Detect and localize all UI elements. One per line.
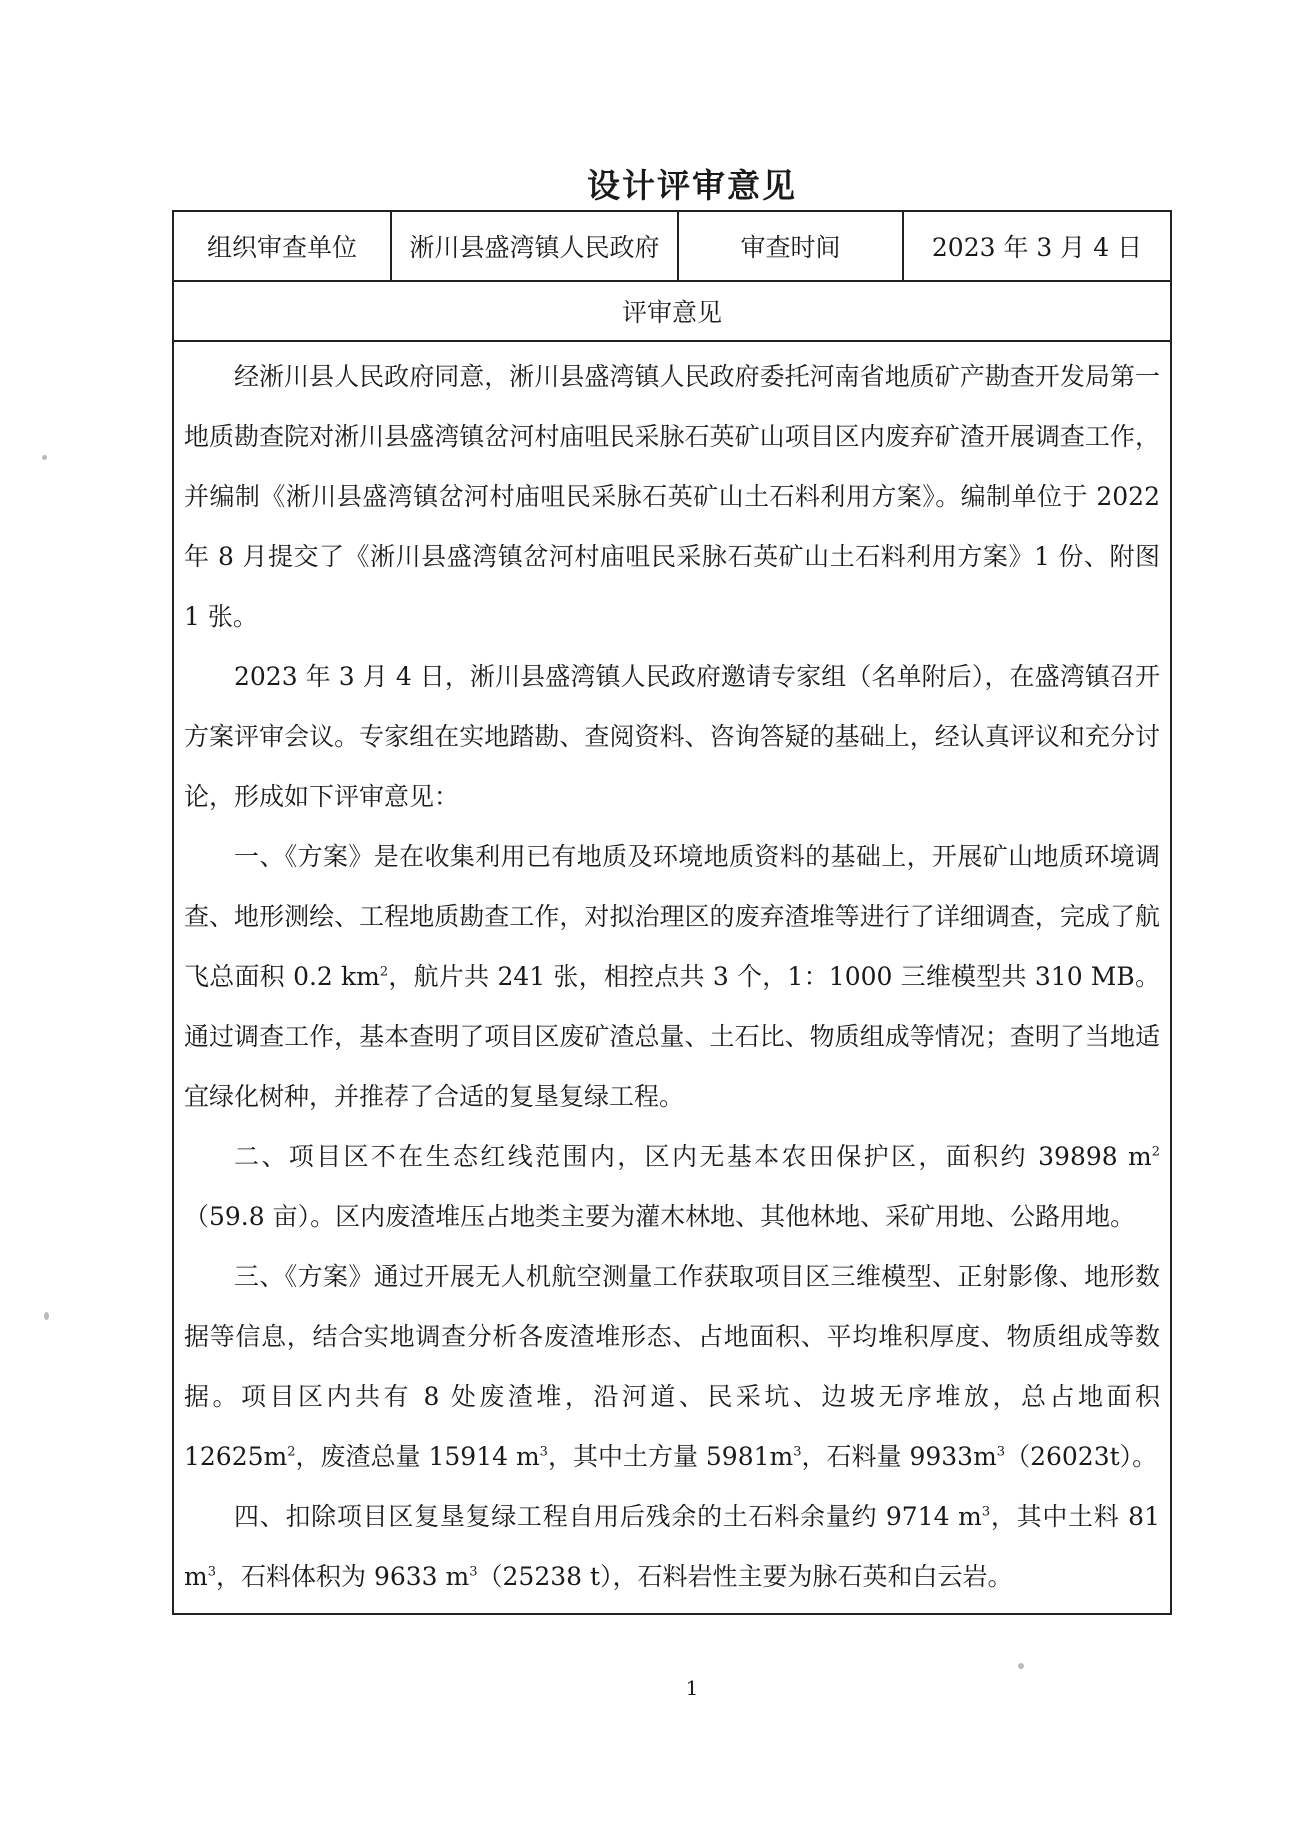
superscript-3: 3 [981, 1504, 991, 1520]
paragraph-3 [184, 827, 1160, 1127]
paragraph-6-part-c: ，石料体积为 9633 m [216, 1562, 470, 1591]
paragraph-3-part-b: ，航片共 241 张，相控点共 3 个，1：1000 三维模型共 310 MB。通过调查工作，基本查明了项目区废矿渣总量、土石比、物质组成等情况；查明了当地适宜绿化树种，并推荐了合适的复垦复绿工程。 [184, 962, 1160, 1111]
paragraph-4-part-a: 二、项目区不在生态红线范围内，区内无基本农田保护区，面积约 39898 m [234, 1142, 1152, 1171]
paragraph-4-part-b: （59.8 亩）。区内废渣堆压占地类主要为灌木林地、其他林地、采矿用地、公路用地。 [184, 1202, 1136, 1231]
superscript-3: 3 [793, 1444, 802, 1460]
superscript-3: 3 [539, 1444, 548, 1460]
paragraph-5-part-b: ，废渣总量 15914 m [295, 1442, 540, 1471]
paragraph-6-part-a: 四、扣除项目区复垦复绿工程自用后残余的土石料余量约 9714 m [234, 1502, 982, 1531]
paragraph-1: 经淅川县人民政府同意，淅川县盛湾镇人民政府委托河南省地质矿产勘查开发局第一地质勘查院对淅川县盛湾镇岔河村庙咀民采脉石英矿山项目区内废弃矿渣开展调查工作，并编制《淅川县盛湾镇岔河村庙咀民采脉石英矿山土石料利用方案》。编制单位于 2022 年 8 月提交了《淅川县盛湾镇岔河村庙咀民采脉石英矿山土石料利用方案》1 份、附图 1 张。 [184, 362, 1160, 631]
page-title: 设计评审意见 [587, 166, 797, 205]
superscript-3: 3 [996, 1444, 1006, 1460]
header-row [174, 212, 1170, 282]
scan-speck [44, 1312, 49, 1320]
scan-speck [1018, 1663, 1024, 1669]
opinion-body [184, 347, 1160, 1613]
superscript-2: 2 [1151, 1144, 1160, 1160]
section-heading: 评审意见 [174, 282, 1170, 342]
scan-speck [42, 455, 47, 460]
time-label: 审查时间 [679, 212, 904, 280]
paragraph-4 [184, 1127, 1160, 1247]
review-table [172, 210, 1172, 1615]
org-label: 组织审查单位 [174, 212, 392, 280]
org-value: 淅川县盛湾镇人民政府 [392, 212, 679, 280]
paragraph-5-part-e: （26023t）。 [1005, 1442, 1158, 1471]
paragraph-5-part-c: ，其中土方量 5981m [547, 1442, 794, 1471]
paragraph-5-part-a: 三、《方案》通过开展无人机航空测量工作获取项目区三维模型、正射影像、地形数据等信息，结合实地调查分析各废渣堆形态、占地面积、平均堆积厚度、物质组成等数据。项目区内共有 8 处废渣堆，沿河道、民采坑、边坡无序堆放，总占地面积 12625m [184, 1262, 1160, 1471]
paragraph-5 [184, 1247, 1160, 1487]
paragraph-3-part-a: 一、《方案》是在收集利用已有地质及环境地质资料的基础上，开展矿山地质环境调查、地形测绘、工程地质勘查工作，对拟治理区的废弃渣堆等进行了详细调查，完成了航飞总面积 0.2 km [184, 842, 1160, 991]
time-value: 2023 年 3 月 4 日 [931, 233, 1143, 262]
superscript-2: 2 [287, 1444, 296, 1460]
superscript-2: 2 [379, 964, 389, 980]
paragraph-6 [184, 1487, 1160, 1607]
paragraph-6-part-b: ，其中土料 81 m [184, 1502, 1160, 1591]
superscript-3: 3 [469, 1564, 478, 1580]
paragraph-6-part-d: （25238 t），石料岩性主要为脉石英和白云岩。 [477, 1562, 1013, 1591]
paragraph-2: 2023 年 3 月 4 日，淅川县盛湾镇人民政府邀请专家组（名单附后），在盛湾镇召开方案评审会议。专家组在实地踏勘、查阅资料、咨询答疑的基础上，经认真评议和充分讨论，形成如下评审意见： [184, 662, 1160, 811]
superscript-3: 3 [207, 1564, 216, 1580]
paragraph-5-part-d: ，石料量 9933m [801, 1442, 997, 1471]
page-number: 1 [685, 1676, 699, 1700]
